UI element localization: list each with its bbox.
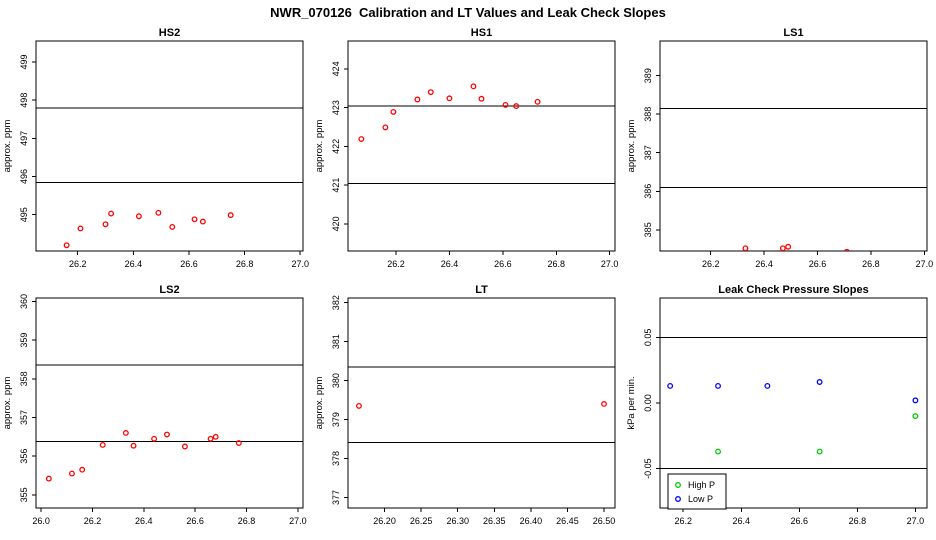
data-point-hs2-calibration (64, 243, 69, 248)
panels-grid (0, 26, 936, 540)
x-tick-label: 26.2 (68, 259, 87, 269)
data-point-hs2-calibration (78, 226, 83, 231)
y-axis-label: approx. ppm (314, 376, 325, 430)
data-point-ls2-calibration (47, 476, 52, 481)
y-axis-label: approx. ppm (2, 376, 13, 430)
x-tick-label: 26.0 (32, 516, 50, 526)
x-tick-label: 27.0 (915, 259, 934, 269)
x-tick-label: 26.50 (592, 516, 616, 526)
y-tick-label: 0.05 (643, 328, 653, 347)
plot-box (348, 41, 615, 251)
points-layer (357, 402, 607, 409)
y-tick-label: 385 (643, 222, 653, 238)
x-tick-label: 26.8 (237, 516, 256, 526)
x-tick-label: 26.6 (790, 516, 809, 526)
x-tick-label: 26.30 (446, 516, 469, 526)
panel-title: LS1 (783, 27, 804, 39)
legend (668, 474, 726, 509)
x-tick-label: 26.8 (547, 259, 566, 269)
x-tick-label: 26.4 (124, 259, 143, 269)
y-tick-label: 357 (19, 409, 29, 426)
y-tick-label: 421 (331, 177, 341, 193)
data-point-hs2-calibration (192, 217, 197, 222)
panel-title: LS2 (159, 284, 180, 296)
x-tick-label: 26.25 (409, 516, 433, 526)
data-point-ls2-calibration (80, 467, 85, 472)
data-point-ls2-calibration (208, 436, 213, 441)
y-tick-label: 498 (19, 92, 29, 108)
data-point-hs2-calibration (201, 219, 206, 224)
y-tick-label: 378 (331, 451, 341, 467)
panel-hs1 (312, 26, 624, 283)
data-point-ls2-calibration (213, 435, 218, 440)
data-point-hs1-calibration (535, 100, 540, 105)
plot-box (660, 41, 927, 251)
figure-title: NWR_070126 Calibration and LT Values and Leak Check Slopes (270, 5, 666, 20)
x-tick-label: 26.4 (135, 516, 153, 526)
x-tick-label: 27.0 (291, 259, 309, 269)
data-point-ls2-calibration (152, 436, 157, 441)
y-tick-label: 377 (331, 489, 341, 505)
data-point-ls1-calibration (786, 244, 791, 249)
data-point-lt-values (602, 402, 607, 407)
points-layer (64, 211, 233, 248)
data-point-high-p (913, 414, 918, 419)
data-point-hs2-calibration (109, 211, 114, 216)
data-point-lt-values (357, 404, 362, 409)
y-axis-label: approx. ppm (626, 119, 637, 173)
data-point-hs2-calibration (170, 225, 175, 230)
panel-hs2 (0, 26, 312, 283)
x-tick-label: 26.6 (186, 516, 204, 526)
data-point-ls2-calibration (131, 443, 136, 448)
data-point-ls2-calibration (124, 431, 129, 436)
data-point-low-p (668, 384, 673, 389)
y-tick-label: 496 (19, 169, 29, 185)
data-point-hs1-calibration (383, 125, 388, 130)
data-point-high-p (716, 449, 721, 454)
data-point-hs2-calibration (228, 213, 233, 218)
data-point-hs1-calibration (391, 110, 396, 115)
panel-title: Leak Check Pressure Slopes (718, 284, 869, 296)
y-tick-label: 389 (643, 68, 653, 84)
panel-title: LT (475, 284, 488, 296)
data-point-hs1-calibration (359, 137, 364, 142)
x-tick-label: 26.2 (83, 516, 102, 526)
y-tick-label: 497 (19, 130, 29, 146)
panel-title: HS1 (470, 27, 493, 39)
data-point-hs2-calibration (137, 214, 142, 219)
points-layer (359, 84, 540, 141)
plot-box (36, 298, 303, 508)
y-tick-label: 356 (19, 448, 29, 464)
panel-ls1 (624, 26, 936, 283)
y-tick-label: 422 (331, 138, 341, 154)
legend-label-high-p: High P (688, 480, 716, 490)
y-tick-label: 499 (19, 54, 29, 70)
legend-label-low-p: Low P (688, 494, 714, 504)
x-tick-label: 26.6 (808, 259, 827, 269)
data-point-ls2-calibration (100, 443, 105, 448)
data-point-low-p (716, 384, 721, 389)
y-tick-label: 359 (19, 332, 29, 348)
y-tick-label: 420 (331, 216, 341, 232)
y-tick-label: 360 (19, 293, 29, 309)
y-tick-label: 388 (643, 106, 653, 122)
x-tick-label: 26.4 (732, 516, 751, 526)
data-point-low-p (913, 398, 918, 403)
x-tick-label: 26.20 (373, 516, 396, 526)
panel-ls2 (0, 283, 312, 540)
data-point-high-p (817, 449, 822, 454)
points-layer (743, 244, 849, 254)
plot-box (348, 298, 615, 508)
y-axis-label: approx. ppm (2, 119, 13, 173)
data-point-low-p (765, 384, 770, 389)
panel-leak-check-pressure-slopes (624, 283, 936, 540)
x-tick-label: 26.8 (235, 259, 254, 269)
x-tick-label: 26.2 (674, 516, 692, 526)
data-point-ls1-calibration (781, 246, 786, 251)
panel-title: HS2 (158, 27, 181, 39)
y-tick-label: 358 (19, 371, 29, 387)
y-tick-label: 423 (331, 100, 341, 116)
data-point-ls1-calibration (743, 246, 748, 251)
y-tick-label: -0.05 (643, 458, 653, 479)
x-tick-label: 27.0 (600, 259, 619, 269)
data-point-hs1-calibration (415, 97, 420, 102)
data-point-low-p (817, 380, 822, 385)
data-point-hs2-calibration (103, 222, 108, 227)
y-tick-label: 380 (331, 373, 341, 389)
x-tick-label: 26.45 (556, 516, 579, 526)
x-tick-label: 26.4 (755, 259, 773, 269)
data-point-hs1-calibration (479, 96, 484, 101)
data-point-hs2-calibration (156, 211, 161, 216)
y-tick-label: 424 (331, 61, 341, 77)
plot-box (36, 41, 303, 251)
data-point-ls2-calibration (70, 471, 75, 476)
y-axis-label: kPa per min. (626, 376, 637, 430)
data-point-hs1-calibration (447, 96, 452, 101)
y-tick-label: 381 (331, 334, 341, 350)
y-tick-label: 379 (331, 412, 341, 428)
x-tick-label: 26.8 (848, 516, 867, 526)
x-tick-label: 26.8 (862, 259, 880, 269)
y-tick-label: 355 (19, 487, 29, 503)
y-tick-label: 0.00 (643, 394, 653, 412)
x-tick-label: 27.0 (289, 516, 307, 526)
x-tick-label: 26.35 (483, 516, 506, 526)
x-tick-label: 26.6 (494, 259, 512, 269)
data-point-ls1-calibration (845, 249, 850, 254)
x-tick-label: 26.4 (440, 259, 459, 269)
y-tick-label: 387 (643, 145, 653, 161)
y-axis-label: approx. ppm (314, 119, 325, 173)
y-tick-label: 386 (643, 183, 653, 199)
points-layer (668, 380, 918, 454)
data-point-hs1-calibration (471, 84, 476, 89)
data-point-hs1-calibration (428, 90, 433, 95)
x-tick-label: 26.40 (519, 516, 543, 526)
x-tick-label: 26.2 (701, 259, 720, 269)
points-layer (47, 431, 242, 481)
y-tick-label: 382 (331, 295, 341, 311)
x-tick-label: 27.0 (906, 516, 925, 526)
data-point-ls2-calibration (165, 432, 170, 437)
y-tick-label: 495 (19, 207, 29, 223)
x-tick-label: 26.2 (387, 259, 405, 269)
data-point-ls2-calibration (183, 444, 188, 449)
panel-lt (312, 283, 624, 540)
x-tick-label: 26.6 (180, 259, 198, 269)
